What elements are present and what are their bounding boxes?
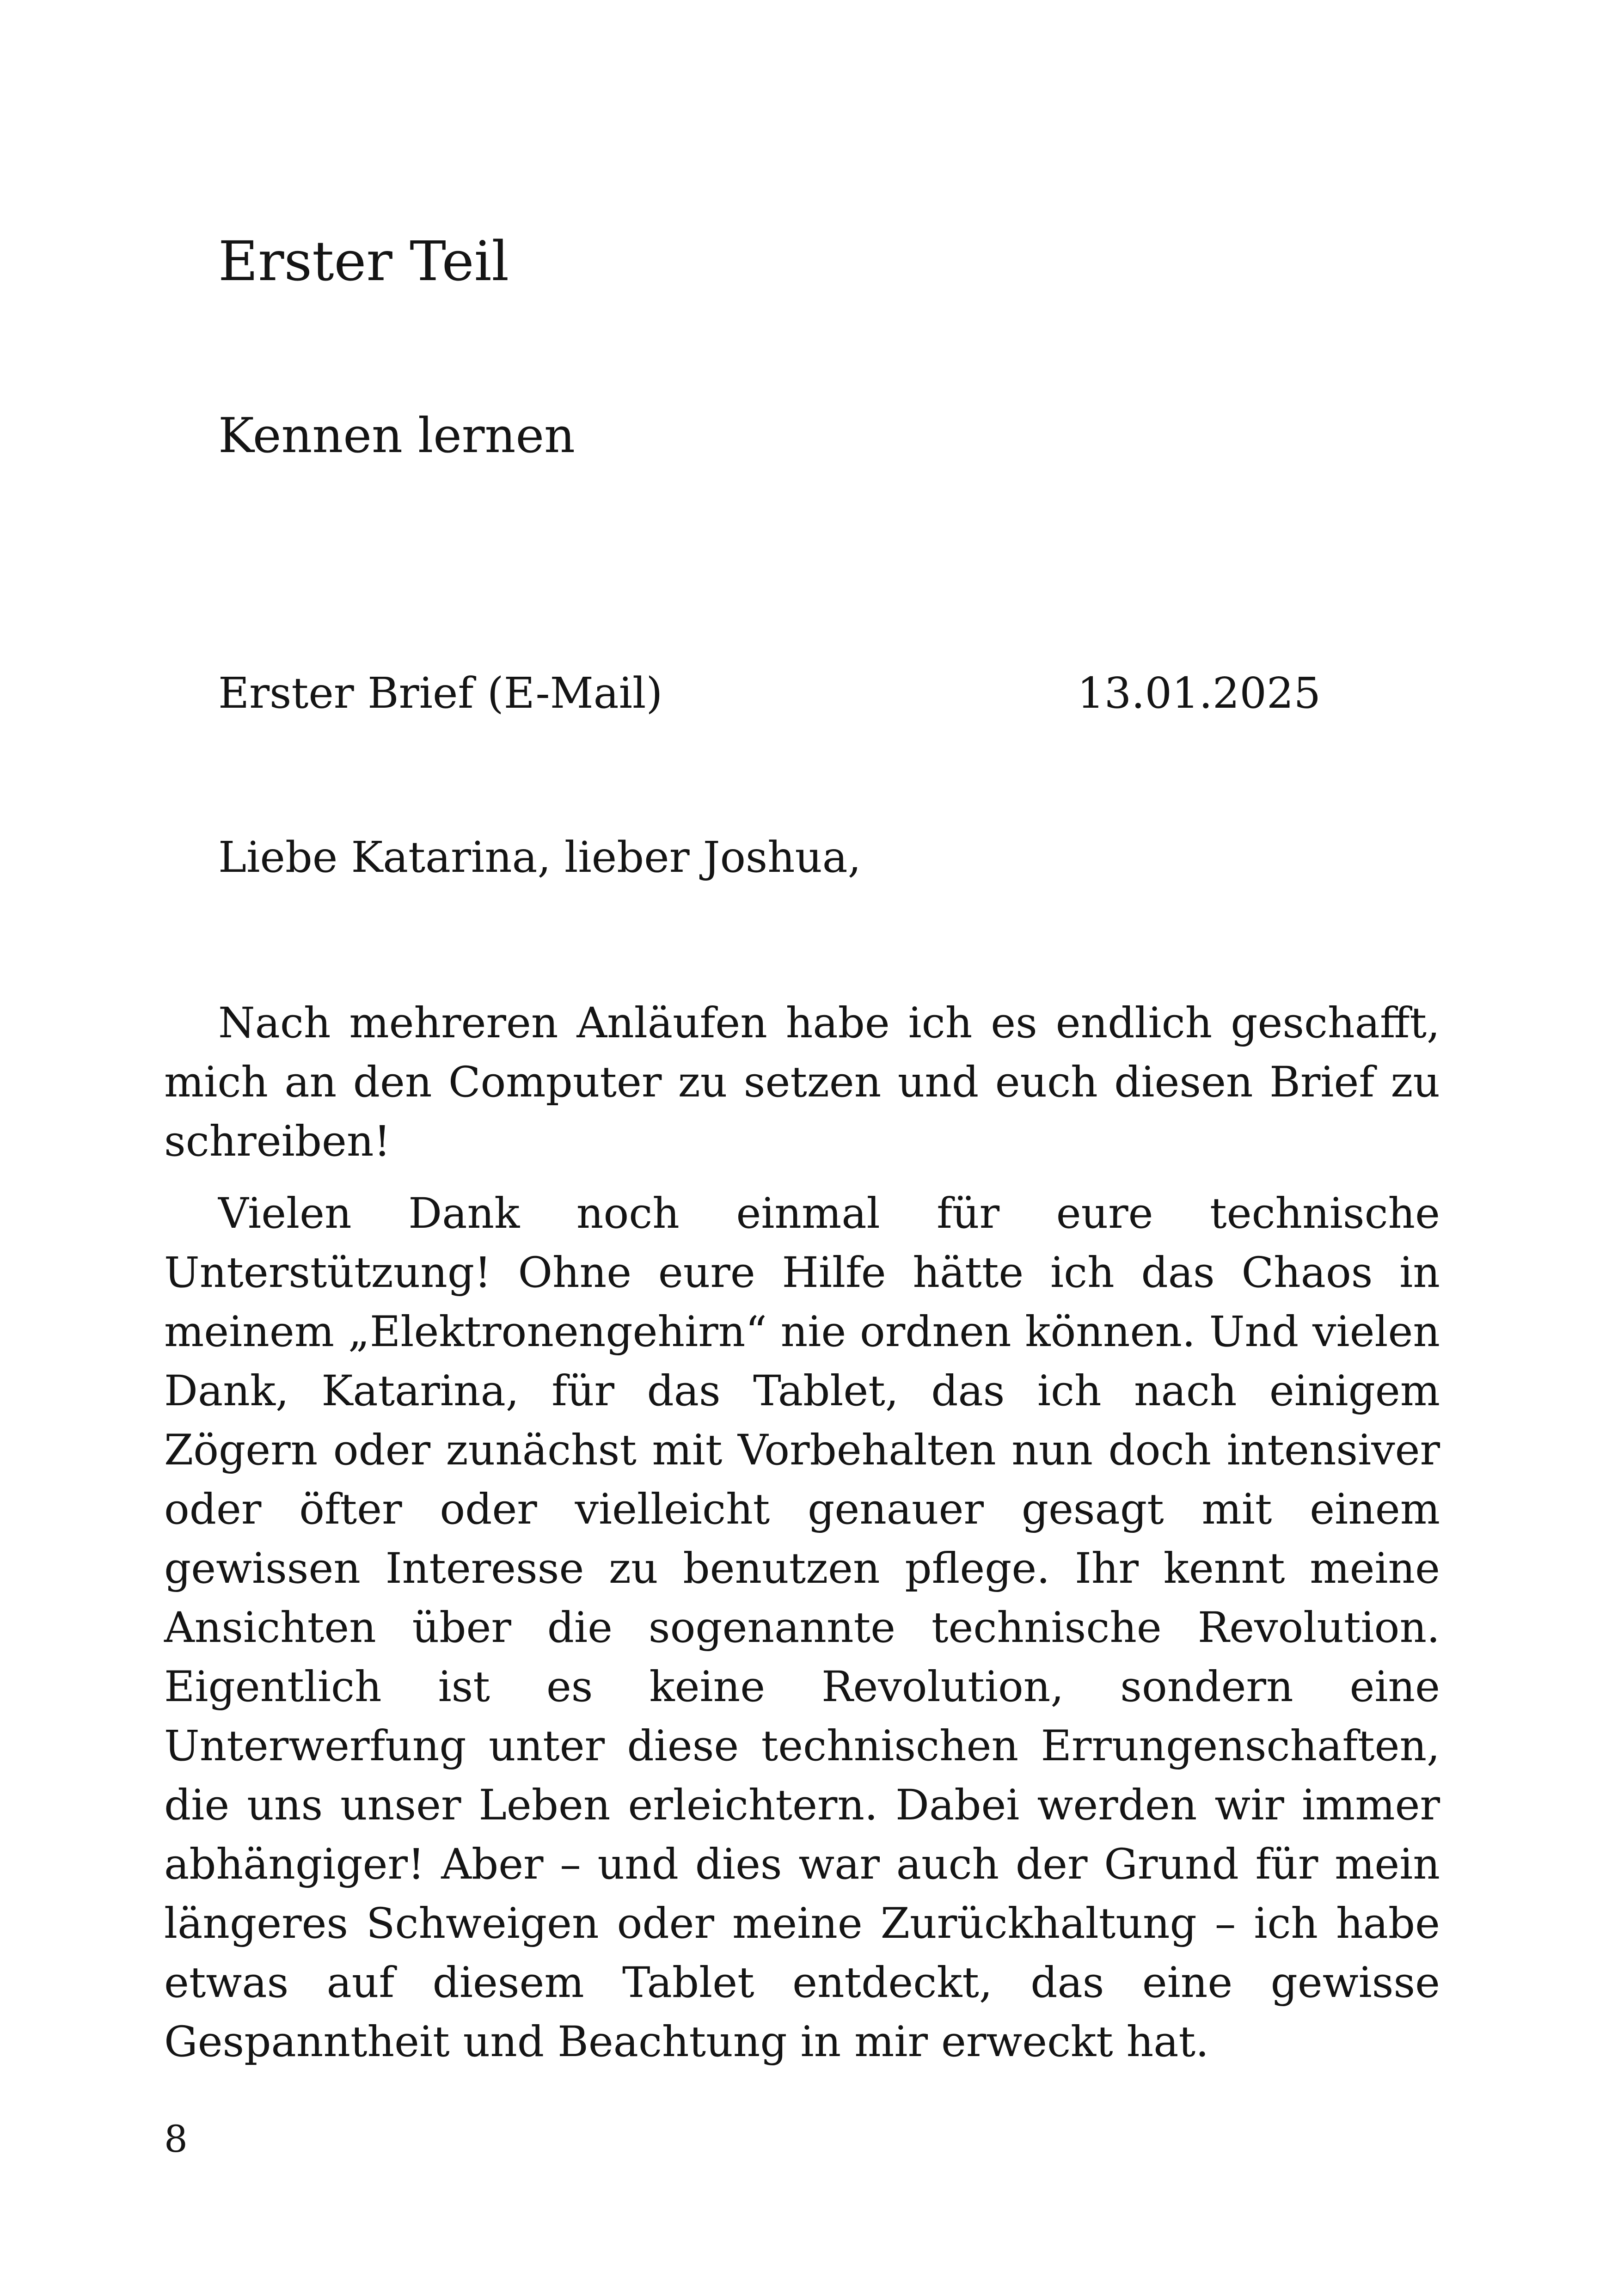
paragraph: Vielen Dank noch einmal für eure technische Unterstützung! Ohne eure Hilfe hätte ich das Chaos in meinem „Elektronengehirn“ nie ordnen können. Und vielen Dank, Katarina, für das Tablet, das ich nach einigem Zögern oder zunächst mit Vorbehalten nun doch intensiver oder öfter oder vielleicht genauer gesagt mit einem gewissen Interesse zu benutzen pflege. Ihr kennt meine Ansichten über die sogenannte technische Revolution. Eigentlich ist es keine Revolution, sondern eine Unterwerfung unter diese technischen Errungenschaften, die uns unser Leben erleichtern. Dabei werden wir immer abhängiger! Aber – und dies war auch der Grund für mein längeres Schweigen oder meine Zurückhaltung – ich habe etwas auf diesem Tablet entdeckt, das eine gewisse Gespanntheit und Beachtung in mir erweckt hat. [164,1189,1440,2066]
letter-body [164,994,1440,2072]
chapter-title: Kennen lernen [218,407,576,464]
paragraph: Nach mehreren Anläufen habe ich es endlich geschafft, mich an den Computer zu setzen und euch diesen Brief zu schreiben! [164,999,1440,1166]
letter-header [218,668,1321,719]
part-title: Erster Teil [218,229,509,293]
letter-label: Erster Brief (E-Mail) [218,668,663,718]
page-number: 8 [164,2118,188,2161]
salutation: Liebe Katarina, lieber Joshua, [218,833,861,882]
letter-date: 13.01.2025 [1077,668,1321,718]
